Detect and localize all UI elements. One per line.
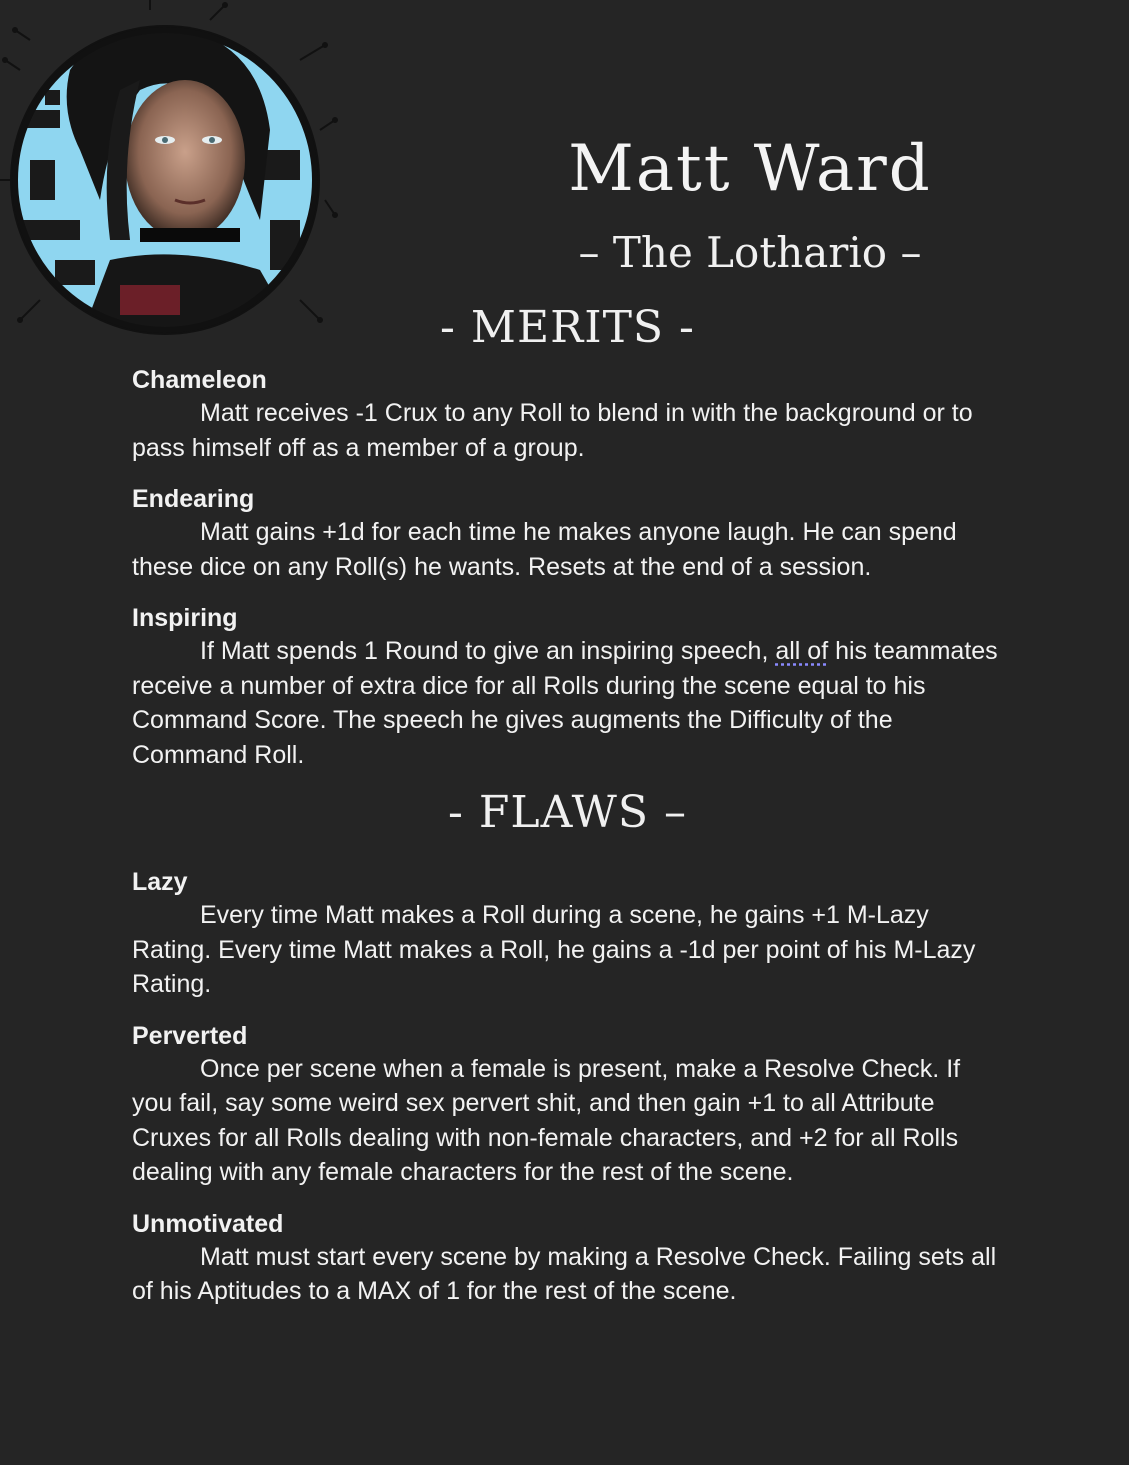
merit-title: Endearing — [132, 485, 255, 513]
flaws-heading: - FLAWS – — [448, 787, 687, 838]
flaw-title: Unmotivated — [132, 1209, 284, 1238]
description-text: If Matt spends 1 Round to give an inspiring speech, — [200, 637, 776, 665]
merit-endearing — [132, 483, 1002, 584]
character-portrait — [0, 0, 340, 340]
flaw-perverted — [132, 1020, 1002, 1190]
merit-description: Matt gains +1d for each time he makes anyone laugh. He can spend these dice on any Roll(s) he wants. Resets at the end of a session. — [132, 518, 957, 581]
merits-section — [132, 364, 1002, 790]
merit-inspiring — [132, 602, 1002, 772]
flaw-lazy — [132, 866, 1002, 1002]
flaw-description: Matt must start every scene by making a Resolve Check. Failing sets all of his Aptitudes to a MAX of 1 for the rest of the scene. — [132, 1242, 997, 1305]
merit-chameleon — [132, 364, 1002, 465]
flaws-section — [132, 866, 1002, 1327]
flaw-description: Once per scene when a female is present, make a Resolve Check. If you fail, say some weird sex pervert shit, and then gain +1 to all Attribute Cruxes for all Rolls dealing with non-female characters, and +2 for all Rolls dealing with any female characters for the rest of the scene. — [132, 1054, 961, 1186]
merit-description — [132, 634, 1002, 772]
merit-title: Chameleon — [132, 366, 267, 394]
character-name: Matt Ward — [568, 132, 932, 206]
merits-heading: - MERITS - — [440, 302, 695, 353]
grammar-flag[interactable]: all of — [775, 637, 829, 665]
description-text: his teammates receive a number of extra dice for all Rolls during the scene equal to his Command Score. The speech he gives augments the Difficulty of the Command Roll. — [132, 637, 998, 769]
character-title: – The Lothario – — [578, 228, 922, 277]
flaw-unmotivated — [132, 1208, 1002, 1309]
flaw-title: Perverted — [132, 1021, 248, 1050]
merit-title: Inspiring — [132, 604, 238, 632]
flaw-title: Lazy — [132, 868, 188, 896]
flaw-description: Every time Matt makes a Roll during a scene, he gains +1 M-Lazy Rating. Every time Matt makes a Roll, he gains a -1d per point of his M-Lazy Rating. — [132, 901, 976, 998]
merit-description: Matt receives -1 Crux to any Roll to blend in with the background or to pass himself off as a member of a group. — [132, 399, 973, 462]
